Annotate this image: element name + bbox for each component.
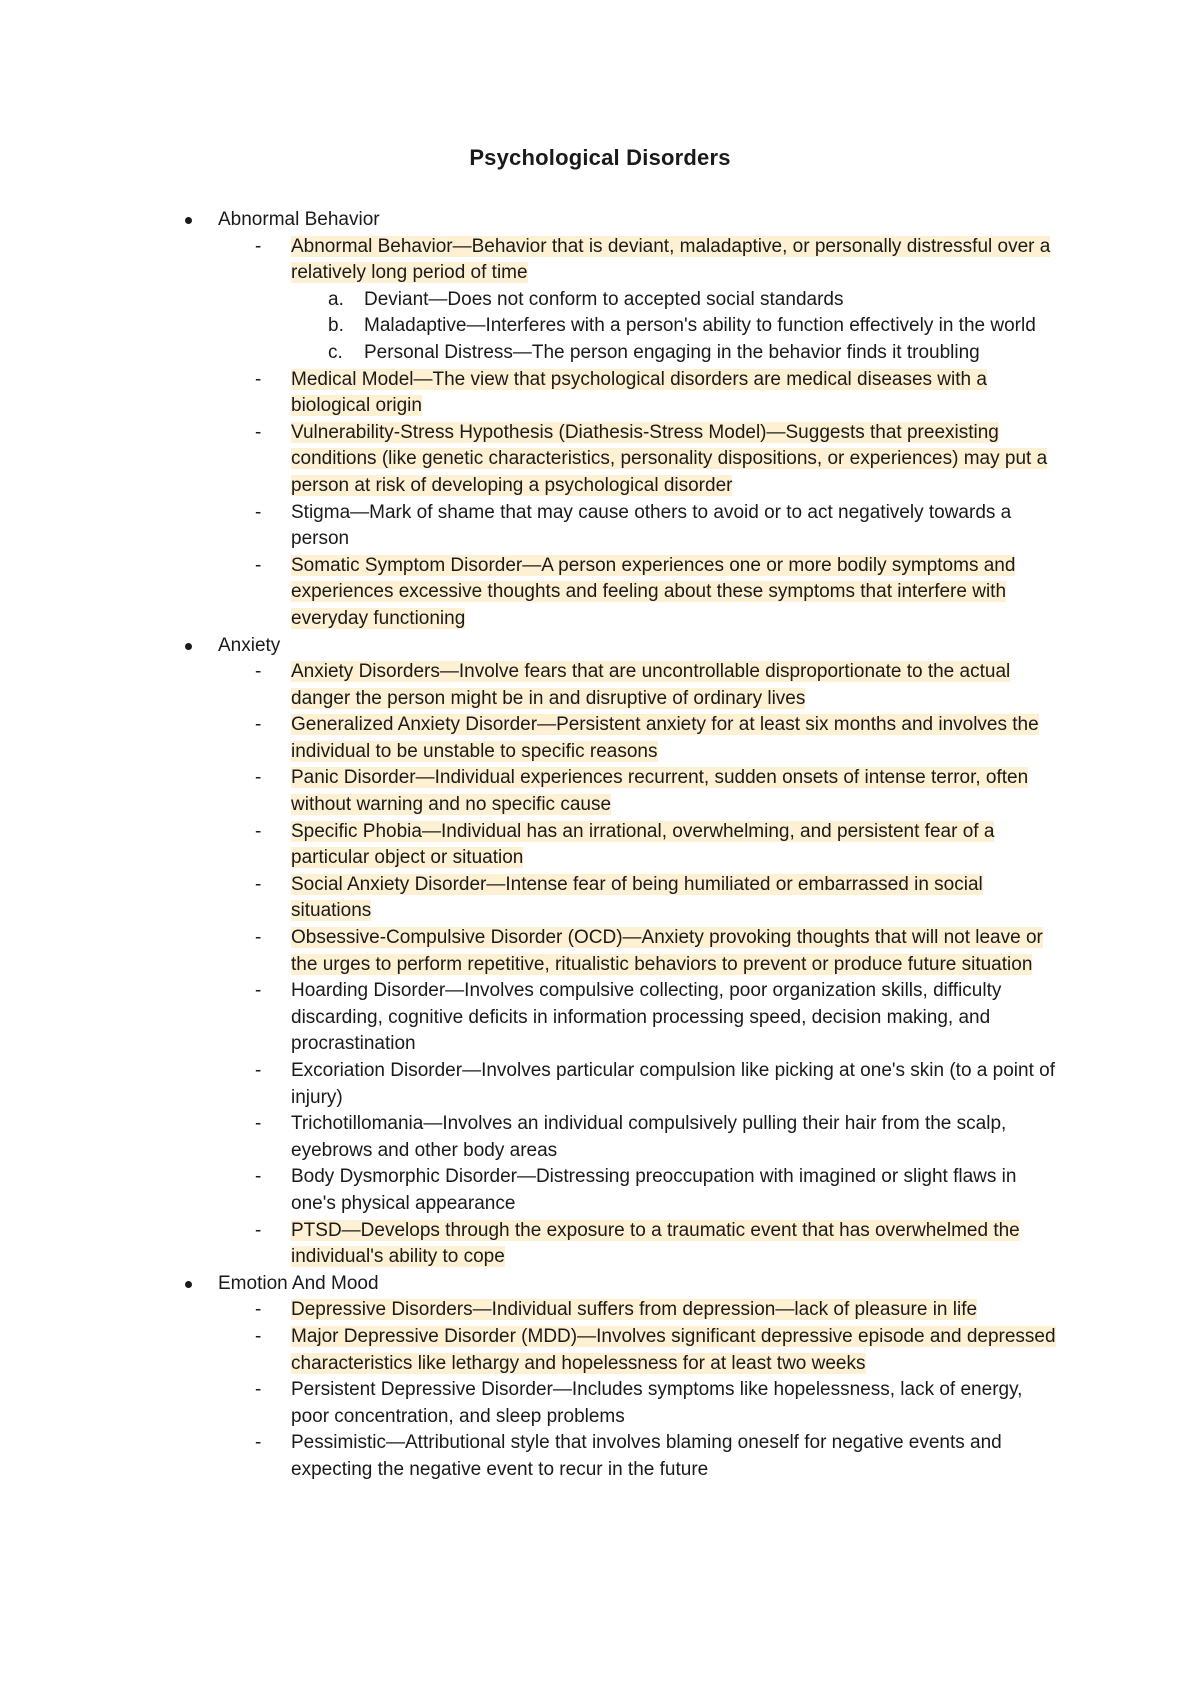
list-item [0, 925, 1200, 978]
bullet-icon [185, 643, 192, 650]
sub-list-marker: a. [328, 288, 344, 310]
dash-marker: - [255, 1166, 262, 1188]
dash-marker: - [255, 927, 262, 949]
list-item-text: Persistent Depressive Disorder—Includes symptoms like hopelessness, lack of energy, poor concentration, and sleep problems [291, 1379, 1023, 1427]
dash-marker: - [255, 501, 262, 523]
document-body [0, 207, 1200, 1484]
list-item [0, 553, 1200, 633]
list-item [0, 659, 1200, 712]
dash-marker: - [255, 1299, 262, 1321]
list-item [0, 1324, 1200, 1377]
list-item [0, 872, 1200, 925]
dash-marker: - [255, 980, 262, 1002]
sub-list-marker: c. [328, 341, 343, 363]
list-item-text: Excoriation Disorder—Involves particular compulsion like picking at one's skin (to a point of injury) [291, 1060, 1055, 1108]
sub-list-marker: b. [328, 315, 344, 337]
dash-marker: - [255, 661, 262, 683]
dash-marker: - [255, 368, 262, 390]
list-item-text: PTSD—Develops through the exposure to a traumatic event that has overwhelmed the individual's ability to cope [291, 1219, 1020, 1268]
dash-marker: - [255, 1060, 262, 1081]
list-item-text: Medical Model—The view that psychological disorders are medical diseases with a biological origin [291, 368, 987, 417]
list-item-text: Hoarding Disorder—Involves compulsive collecting, poor organization skills, difficulty discarding, cognitive deficits in information processing speed, decision making, and procrastination [291, 980, 1002, 1055]
list-item-text: Pessimistic—Attributional style that involves blaming oneself for negative events and expecting the negative event to recur in the future [291, 1432, 1002, 1480]
list-item-text: Anxiety Disorders—Involve fears that are uncontrollable disproportionate to the actual danger the person might be in and disruptive of ordinary lives [291, 661, 1011, 709]
list-item [0, 1430, 1200, 1483]
list-item [0, 1111, 1200, 1164]
section-heading-text: Abnormal Behavior [218, 209, 380, 230]
outline-section [0, 207, 1200, 633]
section-heading [0, 1271, 1200, 1298]
list-item-text: Somatic Symptom Disorder—A person experiences one or more bodily symptoms and experiences excessive thoughts and feeling about these symptoms that interfere with everyday functioning [291, 554, 1016, 629]
list-item-text: Major Depressive Disorder (MDD)—Involves significant depressive episode and depressed characteristics like lethargy and hopelessness for at least two weeks [291, 1325, 1056, 1374]
dash-marker: - [255, 820, 262, 842]
list-item-text: Vulnerability-Stress Hypothesis (Diathesis-Stress Model)—Suggests that preexisting conditions (like genetic characteristics, personality dispositions, or experiences) may put a person at risk of developing a psychological disorder [291, 421, 1048, 496]
dash-marker: - [255, 554, 262, 576]
list-item-text: Abnormal Behavior—Behavior that is deviant, maladaptive, or personally distressful over a relatively long period of time [291, 235, 1051, 284]
section-heading [0, 633, 1200, 660]
section-heading-text: Emotion And Mood [218, 1272, 379, 1294]
list-item [0, 420, 1200, 500]
list-item [0, 1297, 1200, 1324]
list-item [0, 712, 1200, 765]
list-item [0, 500, 1200, 553]
dash-marker: - [255, 235, 262, 257]
list-item-text: Trichotillomania—Involves an individual compulsively pulling their hair from the scalp, eyebrows and other body areas [291, 1113, 1007, 1161]
section-heading [0, 207, 1200, 234]
outline-section [0, 1271, 1200, 1484]
list-item-text: Obsessive-Compulsive Disorder (OCD)—Anxiety provoking thoughts that will not leave or the urges to perform repetitive, ritualistic behaviors to prevent or produce future situation [291, 927, 1043, 975]
list-item [0, 367, 1200, 420]
sub-list-text: Personal Distress—The person engaging in the behavior finds it troubling [364, 341, 980, 363]
list-item [0, 1377, 1200, 1430]
sub-list-text: Deviant—Does not conform to accepted social standards [364, 288, 844, 310]
dash-marker: - [255, 1325, 262, 1347]
list-item-text: Stigma—Mark of shame that may cause others to avoid or to act negatively towards a person [291, 501, 1012, 550]
dash-marker: - [255, 767, 262, 789]
outline-section [0, 633, 1200, 1271]
list-item [0, 978, 1200, 1058]
dash-marker: - [255, 1113, 262, 1135]
list-item-text: Depressive Disorders—Individual suffers from depression—lack of pleasure in life [291, 1299, 978, 1321]
sub-list-item [0, 287, 1200, 314]
page-title: Psychological Disorders [469, 145, 731, 170]
dash-marker: - [255, 421, 262, 443]
list-item [0, 1164, 1200, 1217]
list-item-text: Social Anxiety Disorder—Intense fear of being humiliated or embarrassed in social situations [291, 873, 983, 922]
dash-marker: - [255, 1379, 262, 1401]
dash-marker: - [255, 1432, 262, 1454]
sub-list-text: Maladaptive—Interferes with a person's ability to function effectively in the world [364, 315, 1036, 337]
list-item-text: Panic Disorder—Individual experiences recurrent, sudden onsets of intense terror, often without warning and no specific cause [291, 767, 1029, 816]
sub-list-item [0, 340, 1200, 367]
bullet-icon [185, 217, 192, 224]
list-item [0, 234, 1200, 287]
list-item [0, 819, 1200, 872]
dash-marker: - [255, 873, 262, 895]
list-item-text: Generalized Anxiety Disorder—Persistent anxiety for at least six months and involves the individual to be unstable to specific reasons [291, 714, 1039, 762]
section-heading-text: Anxiety [218, 634, 281, 656]
list-item [0, 1218, 1200, 1271]
list-item-text: Body Dysmorphic Disorder—Distressing preoccupation with imagined or slight flaws in one's physical appearance [291, 1166, 1017, 1214]
list-item [0, 765, 1200, 818]
list-item [0, 1058, 1200, 1111]
bullet-icon [185, 1281, 192, 1288]
dash-marker: - [255, 1219, 262, 1241]
sub-list-item [0, 313, 1200, 340]
list-item-text: Specific Phobia—Individual has an irrational, overwhelming, and persistent fear of a particular object or situation [291, 820, 995, 869]
dash-marker: - [255, 714, 262, 736]
